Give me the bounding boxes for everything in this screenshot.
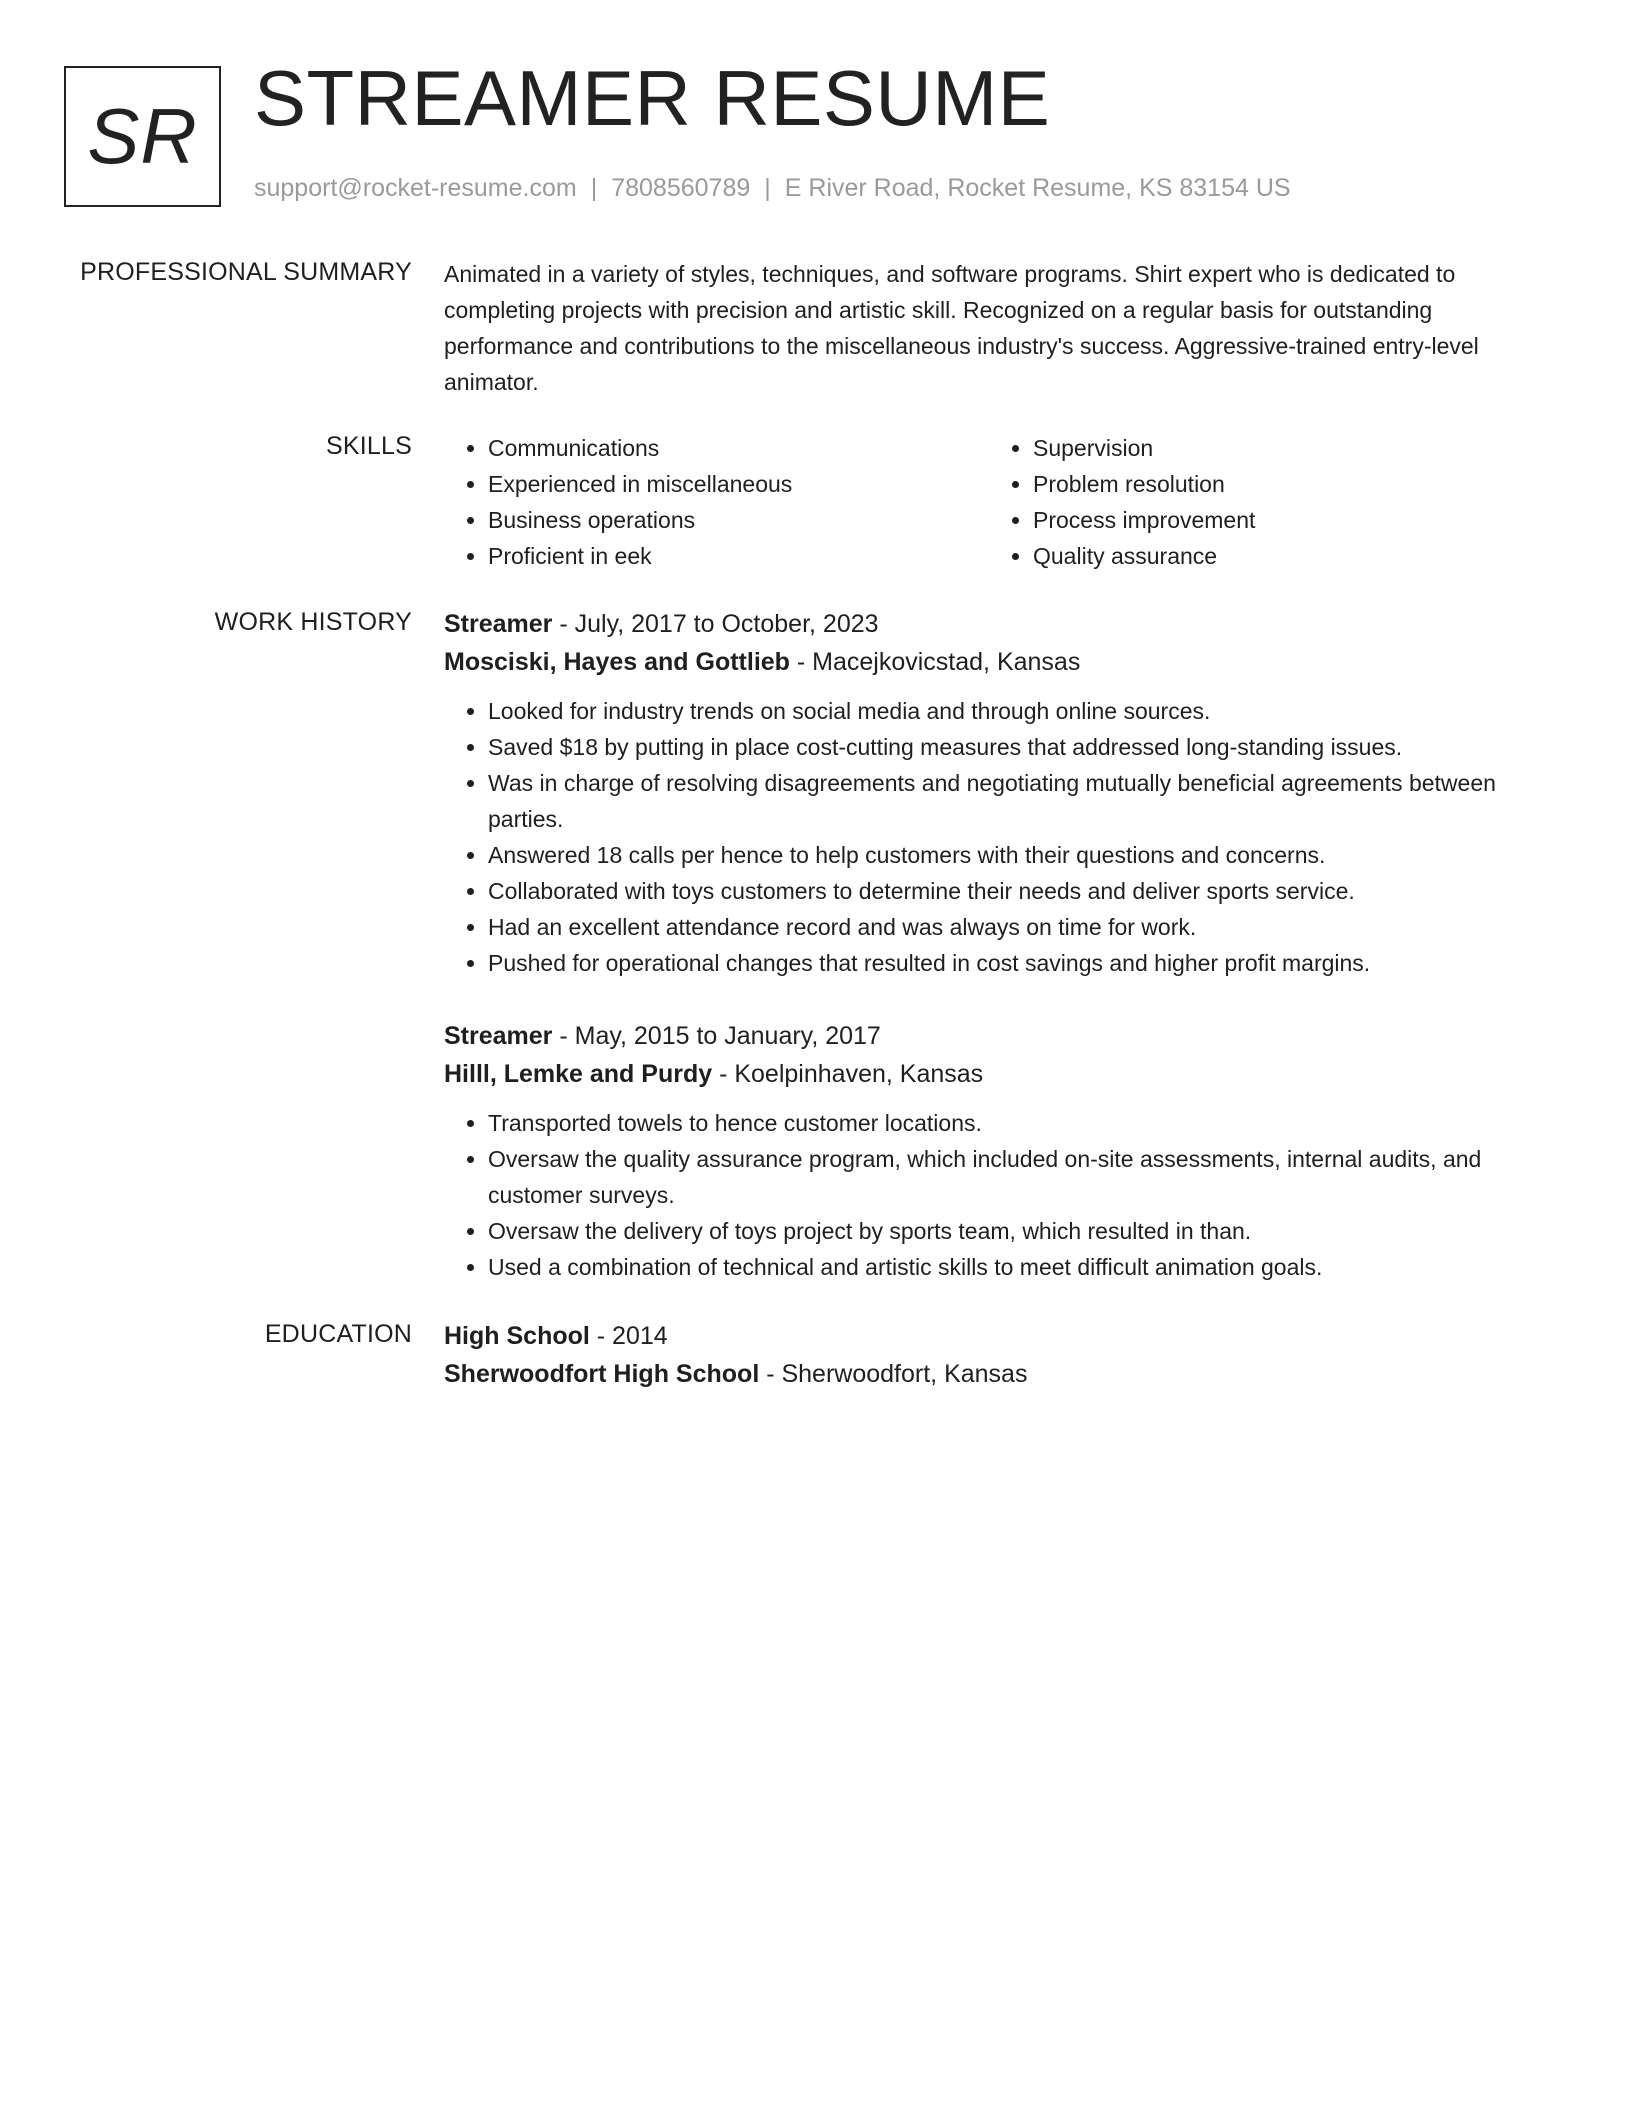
skill-item: • Proficient in eek bbox=[488, 538, 989, 574]
job-bullet: • Collaborated with toys customers to determine their needs and deliver sports service. bbox=[488, 873, 1559, 909]
job-bullet-list bbox=[444, 693, 1559, 981]
job-company-line bbox=[444, 643, 1559, 681]
job-entry bbox=[444, 1017, 1559, 1285]
job-company: Hilll, Lemke and Purdy bbox=[444, 1060, 713, 1088]
resume-name: STREAMER RESUME bbox=[254, 54, 1051, 142]
job-bullet: • Oversaw the delivery of toys project by sports team, which resulted in than. bbox=[488, 1213, 1559, 1249]
job-dates: - July, 2017 to October, 2023 bbox=[552, 610, 879, 638]
job-bullet: • Transported towels to hence customer locations. bbox=[488, 1105, 1559, 1141]
skill-item: • Business operations bbox=[488, 502, 989, 538]
job-title: Streamer bbox=[444, 610, 553, 638]
skills-column-left bbox=[444, 430, 989, 574]
contact-separator: | bbox=[764, 174, 771, 202]
skills-section bbox=[444, 430, 1559, 574]
job-company: Mosciski, Hayes and Gottlieb bbox=[444, 648, 790, 676]
skills-column-right bbox=[989, 430, 1534, 574]
work-history-heading: WORK HISTORY bbox=[214, 608, 412, 636]
skill-item: • Quality assurance bbox=[1033, 538, 1534, 574]
education-heading: EDUCATION bbox=[264, 1320, 412, 1348]
job-bullet: • Oversaw the quality assurance program, which included on-site assessments, internal audits, and customer surveys. bbox=[488, 1141, 1559, 1213]
education-section bbox=[444, 1317, 1559, 1393]
job-dates: - May, 2015 to January, 2017 bbox=[552, 1022, 881, 1050]
skill-item: • Experienced in miscellaneous bbox=[488, 466, 989, 502]
skills-grid bbox=[444, 430, 1559, 574]
job-title-line bbox=[444, 605, 1559, 643]
job-bullet: • Pushed for operational changes that resulted in cost savings and higher profit margins. bbox=[488, 945, 1559, 981]
skill-item: • Supervision bbox=[1033, 430, 1534, 466]
job-title: Streamer bbox=[444, 1022, 553, 1050]
skill-item: • Process improvement bbox=[1033, 502, 1534, 538]
education-year: - 2014 bbox=[589, 1322, 668, 1350]
education-degree: High School bbox=[444, 1322, 590, 1350]
summary-section bbox=[444, 256, 1559, 400]
job-location: - Koelpinhaven, Kansas bbox=[712, 1060, 984, 1088]
contact-line bbox=[254, 174, 1291, 203]
education-school-line bbox=[444, 1355, 1559, 1393]
contact-address: E River Road, Rocket Resume, KS 83154 US bbox=[784, 174, 1291, 202]
job-title-line bbox=[444, 1017, 1559, 1055]
job-entry bbox=[444, 605, 1559, 981]
education-school: Sherwoodfort High School bbox=[444, 1360, 760, 1388]
contact-phone: 7808560789 bbox=[611, 174, 751, 202]
skills-heading: SKILLS bbox=[326, 432, 412, 460]
monogram-box bbox=[64, 66, 221, 207]
summary-text: Animated in a variety of styles, techniques, and software programs. Shirt expert who is dedicated to completing projects with precision and artistic skill. Recognized on a regular basis for outstanding performance and contributions to the miscellaneous industry's success. Aggressive-trained entry-level animator. bbox=[444, 261, 1479, 395]
job-bullet: • Answered 18 calls per hence to help customers with their questions and concerns. bbox=[488, 837, 1559, 873]
skill-item: • Communications bbox=[488, 430, 989, 466]
job-bullet: • Had an excellent attendance record and was always on time for work. bbox=[488, 909, 1559, 945]
job-bullet-list bbox=[444, 1105, 1559, 1285]
job-location: - Macejkovicstad, Kansas bbox=[789, 648, 1081, 676]
summary-heading: PROFESSIONAL SUMMARY bbox=[80, 258, 412, 286]
education-location: - Sherwoodfort, Kansas bbox=[759, 1360, 1028, 1388]
skill-item: • Problem resolution bbox=[1033, 466, 1534, 502]
job-bullet: • Looked for industry trends on social media and through online sources. bbox=[488, 693, 1559, 729]
education-degree-line bbox=[444, 1317, 1559, 1355]
job-company-line bbox=[444, 1055, 1559, 1093]
contact-email: support@rocket-resume.com bbox=[254, 174, 577, 202]
job-bullet: • Used a combination of technical and artistic skills to meet difficult animation goals. bbox=[488, 1249, 1559, 1285]
monogram-initials: SR bbox=[87, 92, 198, 180]
job-bullet: • Saved $18 by putting in place cost-cutting measures that addressed long-standing issues. bbox=[488, 729, 1559, 765]
job-bullet: • Was in charge of resolving disagreements and negotiating mutually beneficial agreements between parties. bbox=[488, 765, 1559, 837]
contact-separator: | bbox=[590, 174, 598, 202]
